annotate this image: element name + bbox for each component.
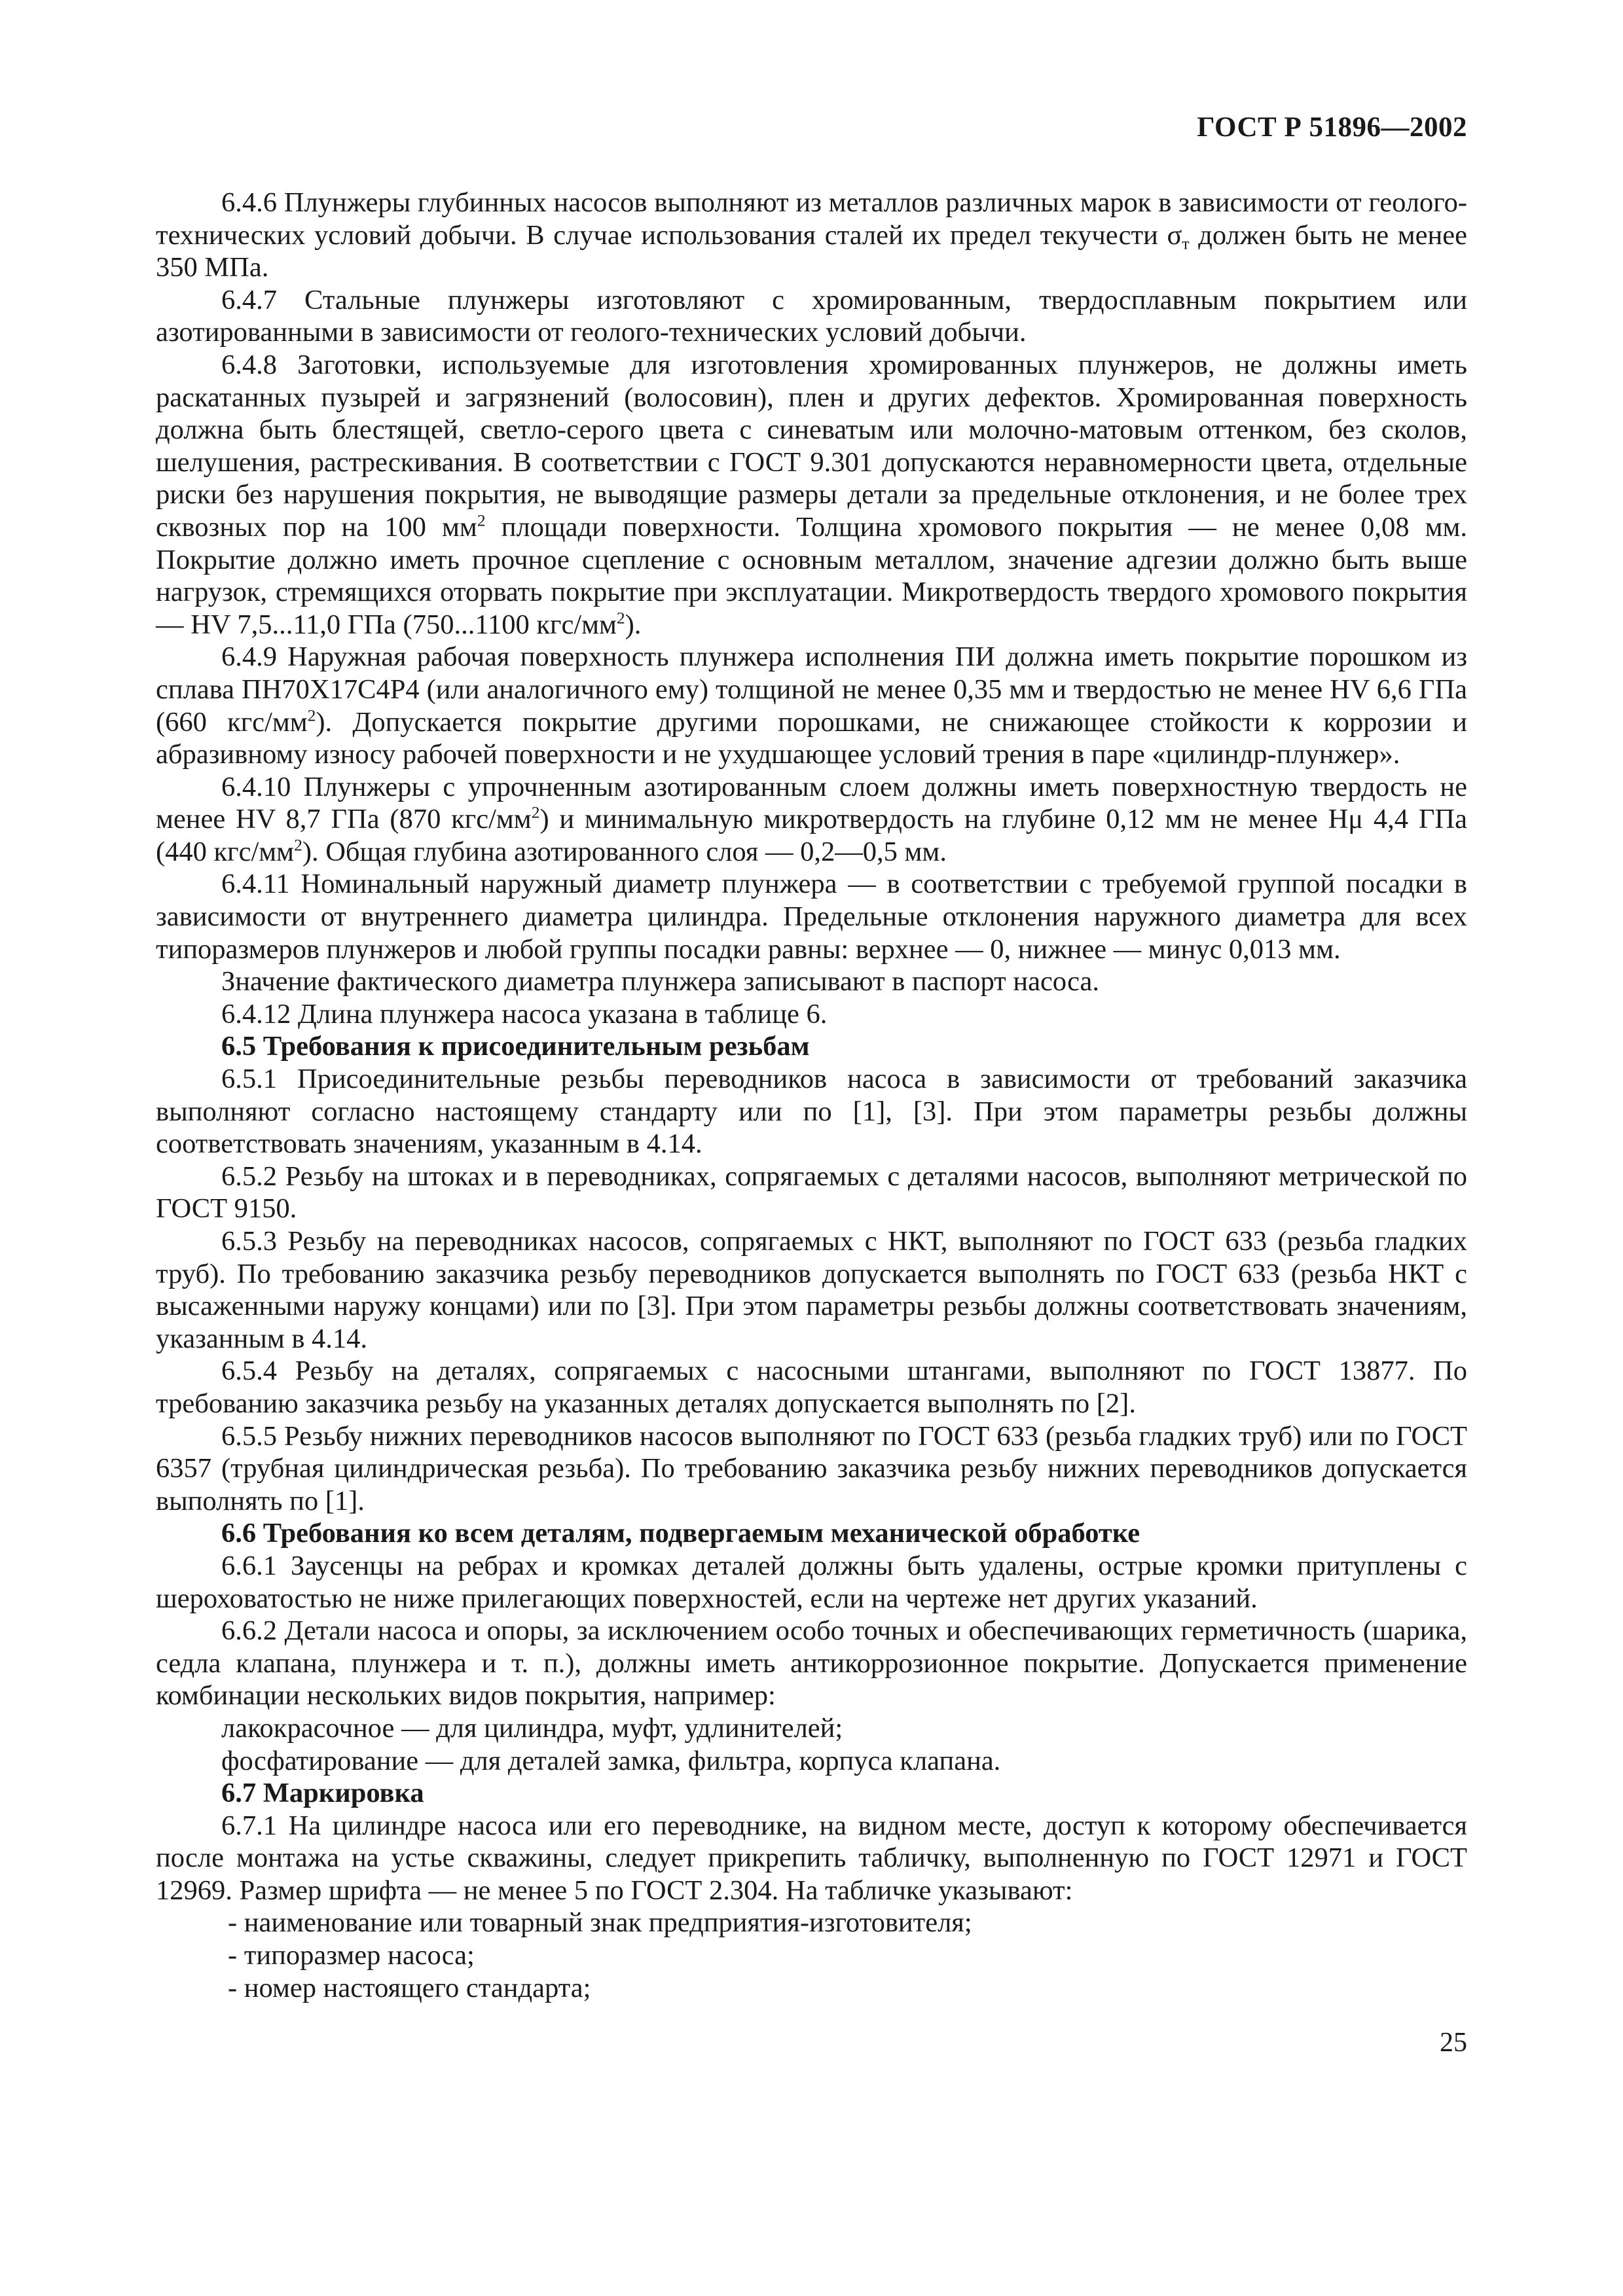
text-run: ). Допускается покрытие другими порошками, не снижающее стойкости к коррозии и абразивному износу рабочей поверхности и не ухудшающее условий трения в паре «цилиндр-плунжер». (156, 706, 1467, 770)
text-run: 6.4.10 Плунжеры с упрочненным азотированным слоем должны иметь поверхностную твердость не менее HV 8,7 ГПа (870 кгс/мм (156, 771, 1467, 835)
superscript: 2 (616, 608, 625, 628)
superscript: 2 (307, 706, 316, 725)
paragraph-6-4-12: 6.4.12 Длина плунжера насоса указана в таблице 6. (221, 998, 828, 1030)
text-run: 6.4.8 Заготовки, используемые для изготовления хромированных плунжеров, не должны иметь раскатанных пузырей и загрязнений (волосовин), плен и других дефектов. Хромированная поверхность должна быть блестящей, светло-серого цвета с синеватым или молочно-матовым оттенком, без сколов, шелушения, растрескивания. В соответствии с ГОСТ 9.301 допускаются неравномерности цвета, отдельные риски без нарушения покрытия, не выводящие размеры детали за предельные отклонения, и не более трех сквозных пор на 100 мм (156, 349, 1467, 543)
superscript: 2 (531, 802, 540, 822)
section-heading-6-6: 6.6 Требования ко всем деталям, подвергаемым механической обработке (221, 1518, 1140, 1549)
text-run: площади поверхности. Толщина хромового покрытия — не менее 0,08 мм. Покрытие должно иметь прочное сцепление с основным металлом, значение адгезии должно быть выше нагрузок, стремящихся оторвать покрытие при эксплуатации. Микротвердость твердого хромового покрытия — HV 7,5...11,0 ГПа (750...1100 кгс/мм (156, 511, 1467, 640)
superscript: 2 (477, 511, 486, 530)
text-run: ). Общая глубина азотированного слоя — 0,2—0,5 мм. (302, 836, 947, 867)
paragraph-6-7-1: 6.7.1 На цилиндре насоса или его переводнике, на видном месте, доступ к которому обеспечивается после монтажа на устье скважины, следует прикрепить табличку, выполненную по ГОСТ 12971 и ГОСТ 12969. Размер шрифта — не менее 5 по ГОСТ 2.304. На табличке указывают: (156, 1810, 1467, 1906)
text-run: 6.4.6 Плунжеры глубинных насосов выполняют из металлов различных марок в зависимости от геолого-технических условий добычи. В случае использования сталей их предел текучести σ (156, 187, 1467, 251)
superscript: 2 (294, 835, 302, 855)
section-heading-6-7: 6.7 Маркировка (221, 1778, 424, 1809)
paragraph-6-4-7: 6.4.7 Стальные плунжеры изготовляют с хромированным, твердосплавным покрытием или азотированными в зависимости от геолого-технических условий добычи. (156, 284, 1467, 348)
dash-list-item: - типоразмер насоса; (228, 1940, 475, 1971)
page-number: 25 (1440, 2028, 1467, 2058)
dash-list-item: - номер настоящего стандарта; (228, 1972, 591, 2003)
paragraph-6-4-6 (156, 187, 1467, 284)
paragraph-6-5-1: 6.5.1 Присоединительные резьбы переводников насоса в зависимости от требований заказчика выполняют согласно настоящему стандарту или по [1], [3]. При этом параметры резьбы должны соответствовать значениям, указанным в 4.14. (156, 1064, 1467, 1160)
paragraph-6-4-9 (156, 641, 1467, 770)
text-run: должен быть не менее 350 МПа. (156, 219, 1468, 283)
paragraph-6-5-5: 6.5.5 Резьбу нижних переводников насосов выполняют по ГОСТ 633 (резьба гладких труб) или по ГОСТ 6357 (трубная цилиндрическая резьба). По требованию заказчика резьбу нижних переводников допускается выполнять по [1]. (156, 1420, 1467, 1516)
section-heading-6-5: 6.5 Требования к присоединительным резьбам (221, 1031, 810, 1062)
paragraph-6-4-10 (156, 771, 1467, 869)
list-item: лакокрасочное — для цилиндра, муфт, удлинителей; (221, 1712, 843, 1744)
paragraph-6-4-11: 6.4.11 Номинальный наружный диаметр плунжера — в соответствии с требуемой группой посадки в зависимости от внутреннего диаметра цилиндра. Предельные отклонения наружного диаметра для всех типоразмеров плунжеров и любой группы посадки равны: верхнее — 0, нижнее — минус 0,013 мм. (156, 869, 1467, 965)
document-body (156, 187, 1467, 2004)
paragraph-6-5-4: 6.5.4 Резьбу на деталях, сопрягаемых с насосными штангами, выполняют по ГОСТ 13877. По требованию заказчика резьбу на указанных деталях допускается выполнять по [2]. (156, 1355, 1467, 1419)
subscript: т (1182, 234, 1190, 253)
paragraph-6-6-1: 6.6.1 Заусенцы на ребрах и кромках деталей должны быть удалены, острые кромки притуплены с шероховатостью не ниже прилегающих поверхностей, если на чертеже нет других указаний. (156, 1550, 1467, 1614)
paragraph-6-4-11-note: Значение фактического диаметра плунжера записывают в паспорт насоса. (221, 966, 1099, 997)
document-header: ГОСТ Р 51896—2002 (1197, 112, 1467, 143)
text-run: ) и минимальную микротвердость на глубине 0,12 мм не менее Hμ 4,4 ГПа (440 кгс/мм (156, 804, 1467, 867)
paragraph-6-5-3: 6.5.3 Резьбу на переводниках насосов, сопрягаемых с НКТ, выполняют по ГОСТ 633 (резьба гладких труб). По требованию заказчика резьбу переводников допускается выполнять по ГОСТ 633 (резьба НКТ с высаженными наружу концами) или по [3]. При этом параметры резьбы должны соответствовать значениям, указанным в 4.14. (156, 1226, 1467, 1354)
list-item: фосфатирование — для деталей замка, фильтра, корпуса клапана. (221, 1745, 1001, 1776)
paragraph-6-5-2: 6.5.2 Резьбу на штоках и в переводниках, сопрягаемых с деталями насосов, выполняют метрической по ГОСТ 9150. (156, 1160, 1467, 1225)
paragraph-6-4-8 (156, 349, 1467, 641)
text-run: 6.4.9 Наружная рабочая поверхность плунжера исполнения ПИ должна иметь покрытие порошком из сплава ПН70Х17С4Р4 (или аналогичного ему) толщиной не менее 0,35 мм и твердостью не менее HV 6,6 ГПа (660 кгс/мм (156, 641, 1467, 738)
text-run: ). (625, 609, 642, 640)
dash-list-item: - наименование или товарный знак предприятия-изготовителя; (228, 1907, 972, 1939)
paragraph-6-6-2: 6.6.2 Детали насоса и опоры, за исключением особо точных и обеспечивающих герметичность (шарика, седла клапана, плунжера и т. п.), должны иметь антикоррозионное покрытие. Допускается применение комбинации нескольких видов покрытия, например: (156, 1615, 1467, 1712)
